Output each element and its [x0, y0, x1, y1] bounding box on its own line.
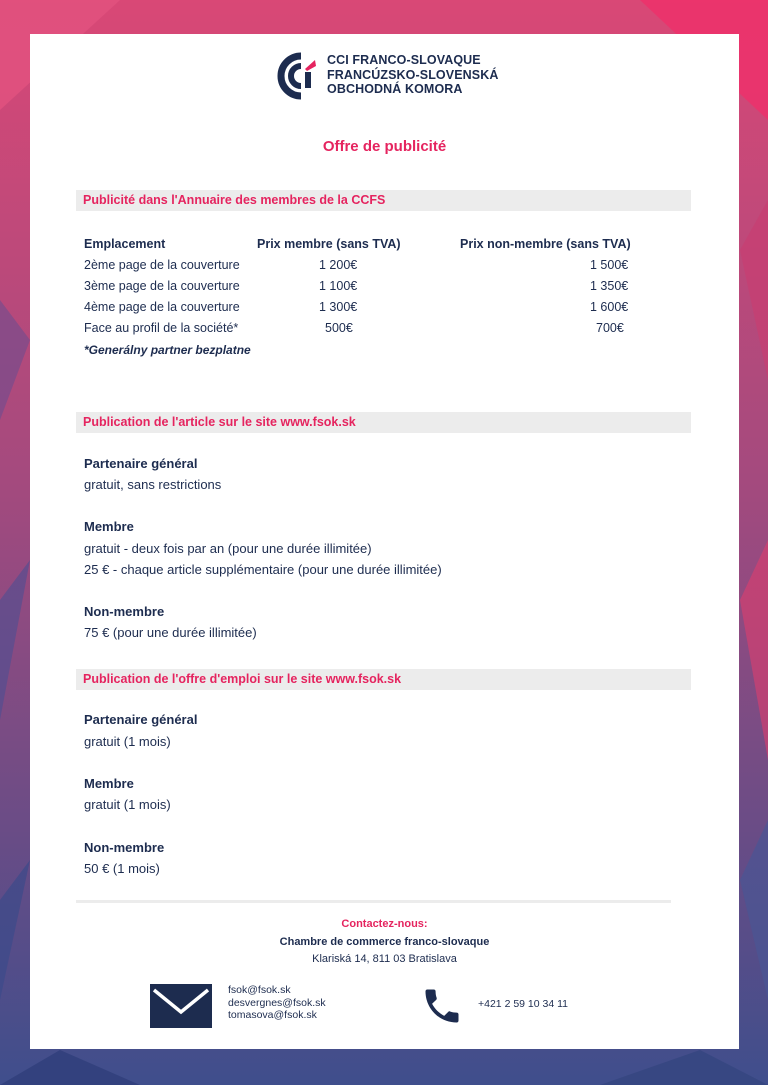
article-member-label: Membre: [84, 519, 134, 534]
document-page: [30, 34, 739, 1049]
table-cell: 1 100€: [319, 279, 358, 293]
email-link[interactable]: desvergnes@fsok.sk: [228, 996, 326, 1009]
emploi-nonmember-text: 50 € (1 mois): [84, 861, 160, 876]
col-header-prix-non-membre: Prix non-membre (sans TVA): [460, 237, 631, 251]
section-article-heading: Publication de l'article sur le site www.fsok.sk: [76, 412, 691, 433]
cci-logo: [275, 50, 535, 102]
contact-heading: Contactez-nous:: [341, 918, 428, 930]
table-cell: 1 350€: [590, 279, 629, 293]
logo-line-2: FRANCÚZSKO-SLOVENSKÁ: [327, 67, 499, 82]
emploi-member-label: Membre: [84, 776, 134, 791]
table-cell: 2ème page de la couverture: [84, 258, 240, 272]
table-cell: 4ème page de la couverture: [84, 300, 240, 314]
emploi-member-text: gratuit (1 mois): [84, 797, 171, 812]
phone-icon: [420, 984, 464, 1028]
email-link[interactable]: tomasova@fsok.sk: [228, 1009, 317, 1021]
table-cell: 1 600€: [590, 300, 629, 314]
partner-note: *Generálny partner bezplatne: [84, 343, 251, 357]
contact-org: Chambre de commerce franco-slovaque: [279, 936, 490, 948]
cci-logo-icon: [275, 52, 321, 100]
logo-line-3: OBCHODNÁ KOMORA: [327, 82, 463, 96]
emploi-partner-text: gratuit (1 mois): [84, 734, 171, 749]
emploi-partner-label: Partenaire général: [84, 712, 198, 727]
article-partner-text: gratuit, sans restrictions: [84, 477, 222, 492]
table-cell: 1 500€: [590, 258, 629, 272]
section-annuaire-heading: Publicité dans l'Annuaire des membres de la CCFS: [76, 190, 691, 211]
phone-number[interactable]: +421 2 59 10 34 11: [478, 998, 569, 1010]
email-link[interactable]: fsok@fsok.sk: [228, 984, 291, 996]
col-header-prix-membre: Prix membre (sans TVA): [257, 237, 401, 251]
logo-line-1: CCI FRANCO-SLOVAQUE: [327, 53, 481, 67]
contact-address: Klariská 14, 811 03 Bratislava: [312, 953, 457, 965]
table-cell: 500€: [325, 321, 353, 335]
table-cell: 1 300€: [319, 300, 358, 314]
article-partner-label: Partenaire général: [84, 456, 198, 471]
article-member-line-1: gratuit - deux fois par an (pour une durée illimitée): [84, 541, 372, 556]
table-cell: 1 200€: [319, 258, 358, 272]
col-header-emplacement: Emplacement: [84, 237, 166, 251]
page-title: Offre de publicité: [322, 138, 447, 155]
emploi-nonmember-label: Non-membre: [84, 840, 165, 855]
footer-divider: [76, 900, 671, 903]
table-cell: 700€: [596, 321, 624, 335]
envelope-icon: [150, 984, 212, 1028]
article-nonmember-label: Non-membre: [84, 604, 165, 619]
table-cell: Face au profil de la société*: [84, 321, 239, 335]
section-emploi-heading: Publication de l'offre d'emploi sur le site www.fsok.sk: [76, 669, 691, 690]
article-member-line-2: 25 € - chaque article supplémentaire (pour une durée illimitée): [84, 562, 442, 577]
table-cell: 3ème page de la couverture: [84, 279, 240, 293]
article-nonmember-text: 75 € (pour une durée illimitée): [84, 625, 257, 640]
